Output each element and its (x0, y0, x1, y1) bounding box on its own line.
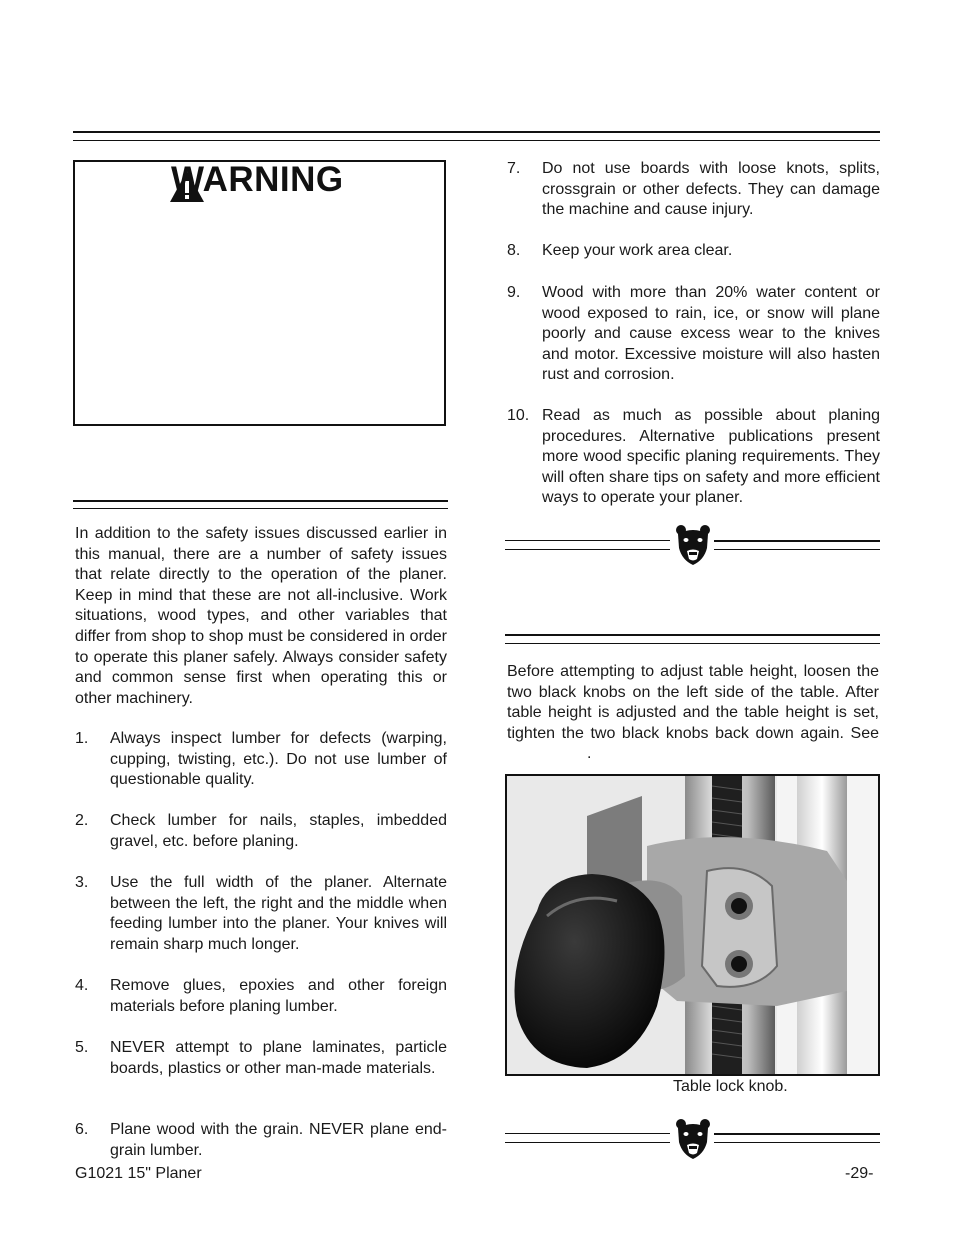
divider-line (714, 1133, 880, 1135)
section-rule-thin-left (73, 508, 448, 509)
divider-line (714, 549, 880, 550)
item-text: Do not use boards with loose knots, splits, crossgrain or other defects. They can damage the machine and cause injury. (542, 160, 880, 219)
section-rule-thick-left (73, 500, 448, 502)
header-rule-thin (73, 140, 880, 141)
divider-line (505, 1142, 670, 1143)
table-lock-knob-illustration (507, 776, 878, 1074)
item-text: Use the full width of the planer. Alternate between the left, the right and the middle when feeding lumber into the planer. Your knives will remain sharp much longer. (110, 874, 447, 953)
item-number: 1. (75, 730, 89, 747)
divider-line (505, 1133, 670, 1134)
item-number: 8. (507, 242, 521, 259)
item-number: 2. (75, 812, 89, 829)
item-text: Wood with more than 20% water content or wood exposed to rain, ice, or snow will plane poorly and cause excess wear to the knives and motor. Excessive moisture will also hasten rust and corrosion. (542, 284, 880, 384)
bear-logo-icon (674, 524, 712, 566)
item-text: Always inspect lumber for defects (warping, cupping, twisting, etc.). Do not use lumber of questionable quality. (110, 730, 447, 789)
item-text: Check lumber for nails, staples, imbedded gravel, etc. before planing. (110, 812, 447, 850)
figure-caption: Table lock knob. (673, 1078, 788, 1095)
bear-logo-icon (674, 1118, 712, 1160)
page-number: -29- (845, 1165, 874, 1182)
table-adjust-end: . (587, 745, 592, 763)
item-number: 6. (75, 1121, 89, 1138)
intro-paragraph: In addition to the safety issues discussed earlier in this manual, there are a number of safety issues that relate directly to the operation of the planer. Keep in mind that these are not all-inclusive. Work situations, wood types, and other variables that differ from shop to shop must be considered in order to operate this planer safely. Always consider safety and common sense first when operating this or other machinery. (75, 525, 447, 707)
divider-line (714, 540, 880, 542)
header-rule-thick (73, 131, 880, 133)
table-adjust-text: Before attempting to adjust table height, loosen the two black knobs on the left side of the table. After table height is adjusted and the table height is set, tighten the two black knobs back down again. See (507, 663, 879, 742)
divider-line (505, 549, 670, 550)
table-lock-knob-photo (505, 774, 880, 1076)
table-adjust-paragraph (507, 662, 879, 765)
item-text: Keep your work area clear. (542, 242, 733, 259)
item-number: 3. (75, 874, 89, 891)
item-text: Read as much as possible about planing procedures. Alternative publications present more wood specific planing requirements. They will often share tips on safety and more efficient ways to operate your planer. (542, 407, 880, 507)
warning-box (73, 160, 446, 426)
warning-title: WARNING (171, 160, 344, 199)
footer-model: G1021 15" Planer (75, 1165, 202, 1182)
divider-line (714, 1142, 880, 1143)
item-text: Remove glues, epoxies and other foreign materials before planing lumber. (110, 977, 447, 1015)
section-rule-thick-right (505, 634, 880, 636)
item-number: 7. (507, 160, 521, 177)
item-number: 4. (75, 977, 89, 994)
item-number: 10. (507, 407, 530, 424)
item-text: NEVER attempt to plane laminates, particle boards, plastics or other man-made materials. (110, 1039, 447, 1077)
divider-line (505, 540, 670, 541)
item-text: Plane wood with the grain. NEVER plane end-grain lumber. (110, 1121, 447, 1159)
section-rule-thin-right (505, 643, 880, 644)
item-number: 5. (75, 1039, 89, 1056)
item-number: 9. (507, 284, 521, 301)
